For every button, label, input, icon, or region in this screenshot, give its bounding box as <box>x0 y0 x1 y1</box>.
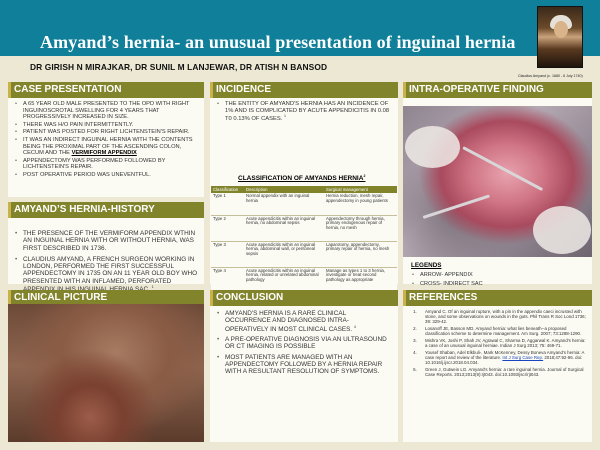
table-cell: Type 1 <box>211 193 244 215</box>
intraop-header: INTRA-OPERATIVE FINDING <box>403 82 592 98</box>
citation-marker: 1 <box>283 114 286 119</box>
list-item: • A PRE-OPERATIVE DIAGNOSIS VIA AN ULTRASOUND OR CT IMAGING IS POSSIBLE <box>216 336 392 351</box>
journal-link[interactable]: Int J Surg Case Rep. <box>502 355 544 361</box>
reference-text: Yousef Shaban, Adel Elkbuli-, Mark McKenney, Dessy Boneva Amyand's hernia: A case report and review of the literature. <box>425 350 585 361</box>
portrait-face <box>554 21 568 38</box>
table-cell: Type 2 <box>211 215 244 241</box>
title-banner <box>0 0 600 56</box>
classification-title-text: CLASSIFICATION OF AMYANDS HERNIA <box>238 175 364 183</box>
reference-item: 2. Losanoff JE, Basson MD. Amyand hernia: what lies beneath--a proposed classification scheme to determine management. Am Surg. 2007; 73:1288-1290. <box>418 326 588 336</box>
table-cell: Type 3 <box>211 241 244 267</box>
list-item <box>216 101 392 123</box>
conclusion-list <box>216 310 392 379</box>
list-item: • POST OPERATIVE PERIOD WAS UNEVENTFUL. <box>14 172 200 179</box>
clinical-photo <box>8 304 204 442</box>
references-header: REFERENCES <box>403 290 592 306</box>
list-item: • THERE WAS H/O PAIN INTERMITTENTLY. <box>14 122 200 129</box>
legend-list <box>411 272 483 290</box>
amyand-portrait <box>537 6 583 68</box>
list-item: • A 65 YEAR OLD MALE PRESENTED TO THE OPD WITH RIGHT INGUINOSCROTAL SWELLING FOR 4 YEARS THAT PROGRESSIVELY INCREASED IN SIZE. <box>14 101 200 121</box>
reference-item: 1. Amyand C. Of an inguinal rupture, with a pin in the appendix caeci incrusted with stone, and some observations on wounds in the guts. Phil Trans R Soc Lond 1736; 39: 329-42. <box>418 309 588 324</box>
glove-shape <box>405 126 460 168</box>
table-cell: Manage as types 1 to 3 hernia, investigate or treat second pathology as appropriate <box>324 267 397 293</box>
forceps-shape <box>462 146 543 191</box>
incidence-text: THE ENTITY OF AMYAND'S HERNIA HAS AN INCIDENCE OF 1% AND IS COMPLICATED BY ACUTE APPENDICITIS IN 0.08 T0 0.13% OF CASES. <box>225 101 390 123</box>
case-presentation-header: CASE PRESENTATION <box>8 82 204 98</box>
reference-item: 3. Mishra VK, Joshi P, Shah JV, Agrawal C, Sharma D, Aggarwal K. Amyand's hernia: a case of an unusual inguinal herniae. Indian J Surg 2013; 75: 469-71. <box>418 338 588 348</box>
case-presentation-list <box>14 101 200 180</box>
list-item <box>216 310 392 333</box>
classification-title <box>238 174 365 182</box>
list-item <box>14 137 200 157</box>
history-text: CLAUDIUS AMYAND, A FRENCH SURGEON WORKING IN LONDON, PERFORMED THE FIRST SUCCESSFUL APPENDECTOMY IN 1735 ON AN 11 YEAR OLD BOY WHO PRESENTED WITH AN INFLAMED, PERFORATED <box>23 255 198 285</box>
legend-item: • ARROW- APPENDIX <box>411 272 483 278</box>
list-item: • MOST PATIENTS ARE MANAGED WITH AN APPENDECTOMY FOLLOWED BY A HERNIA REPAIR WITH A RESULTANT RESOLUTION OF SYMPTOMS. <box>216 354 392 376</box>
table-row <box>211 193 397 215</box>
glove-shape <box>533 206 591 254</box>
table-cell: Acute appendicitis within an inguinal hernia, related or unrelated abdominal pathology <box>244 267 324 293</box>
portrait-caption: Claudius Amyand (c. 1680 - 6 July 1740) <box>518 74 583 78</box>
table-cell: Acute appendicitis within an inguinal hernia, no abdominal sepsis <box>244 215 324 241</box>
incidence-header: INCIDENCE <box>210 82 398 98</box>
column-header: Classification <box>211 186 244 193</box>
table-row <box>211 215 397 241</box>
vermiform-appendix-emphasis: VERMIFORM APPENDIX <box>71 150 137 157</box>
history-header: AMYAND’S HERNIA-HISTORY <box>8 202 204 218</box>
reference-item <box>418 350 588 365</box>
legends-title: LEGENDS <box>411 262 442 269</box>
citation-marker: 1 <box>151 285 154 290</box>
intraop-photo <box>403 106 592 257</box>
forceps-shape <box>423 194 491 218</box>
incidence-list <box>216 101 392 123</box>
table-cell: Acute appendicitis within an inguinal hernia, abdominal wall, or peritoneal sepsis <box>244 241 324 267</box>
table-row <box>211 241 397 267</box>
table-cell: Type 4 <box>211 267 244 293</box>
references-list <box>410 309 588 379</box>
list-item: • PATIENT WAS POSTED FOR RIGHT LICHTENSTEIN'S REPAIR. <box>14 129 200 136</box>
column-header: Surgical management <box>324 186 397 193</box>
history-list <box>14 230 200 298</box>
poster-title: Amyand’s hernia- an unusual presentation of inguinal hernia <box>40 32 516 52</box>
clinical-header: CLINICAL PICTURE <box>8 290 204 306</box>
reference-item: 5. Green J, Gutwein LG. Amyand's hernia: a rare inguinal hernia. Journal of Surgical Case Reports. 2013;2013(9):rjt043. doi:10.1093/jscr/rjt043. <box>418 367 588 377</box>
indirect-hernia-text: IT WAS AN INDIRECT INGUINAL HERNIA WITH THE CONTENTS BEING THE PROXIMAL PART OF THE ASCENDING COLON, CECUM AND THE <box>23 137 193 157</box>
authors-line: DR GIRISH N MIRAJKAR, DR SUNIL M LANJEWAR, DR ATISH N BANSOD <box>30 62 328 72</box>
legend-item: • CROSS- INDIRECT SAC <box>411 281 483 287</box>
reference-text: 2018;47:92-96. doi: 10.1016/j.ijscr.2018.04.034. <box>425 355 583 366</box>
citation-marker: 4 <box>353 324 356 329</box>
conclusion-text: AMYAND'S HERNIA IS A RARE CLINICAL OCCURRENCE AND DIAGNOSED INTRA-OPERATIVELY IN MOST CLINICAL CASES. <box>225 310 353 333</box>
table-header-row <box>211 186 397 193</box>
column-header: Description <box>244 186 324 193</box>
table-cell: Normal appendix with an inguinal hernia <box>244 193 324 215</box>
list-item <box>14 256 200 294</box>
table-cell: Appendectomy through hernia, primary endogenous repair of hernia, no mesh <box>324 215 397 241</box>
citation-marker: 2 <box>363 174 366 178</box>
classification-table <box>211 186 397 294</box>
table-cell: Laparotomy, appendectomy, primary repair of hernia, no mesh <box>324 241 397 267</box>
conclusion-header: CONCLUSION <box>210 290 398 306</box>
list-item: • APPENDECTOMY WAS PERFORMED FOLLOWED BY LICHTENSTEIN'S REPAIR. <box>14 158 200 171</box>
table-cell: Hernia reduction, mesh repair, appendectomy in young patients <box>324 193 397 215</box>
list-item: • THE PRESENCE OF THE VERMIFORM APPENDIX WTHIN AN INGUINAL HERNIA WITH OR WITHOUT HERNIA, WAS FIRST DESCRIBED IN 1736. <box>14 230 200 252</box>
